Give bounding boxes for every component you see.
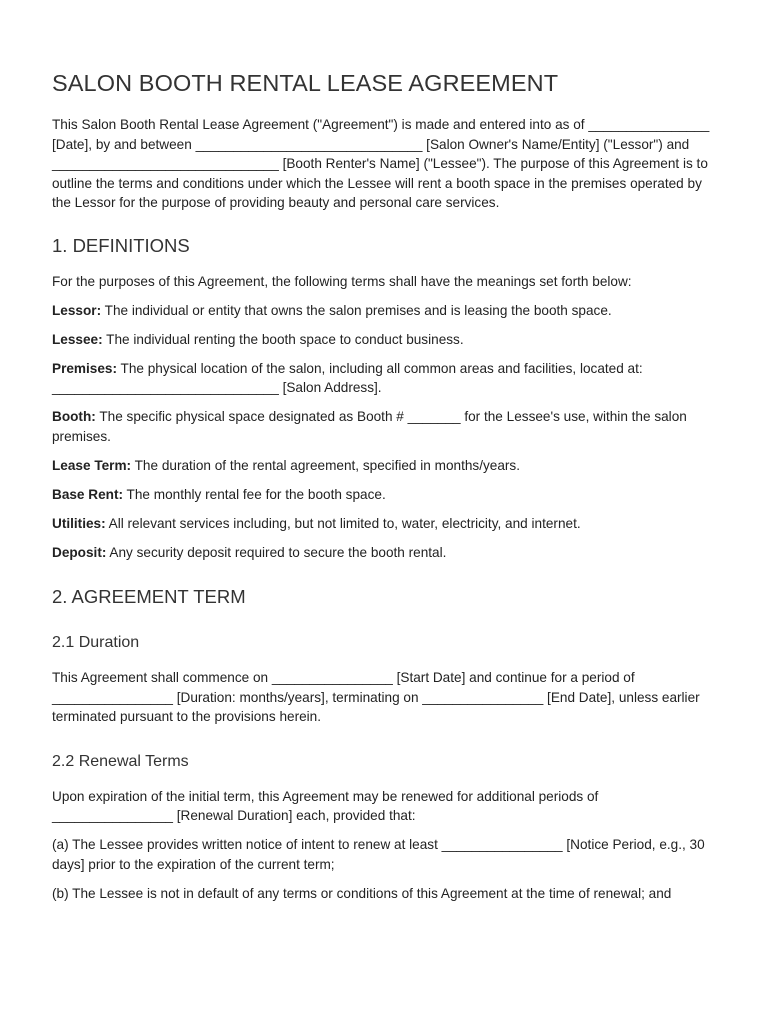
definition-lease-term <box>52 456 718 476</box>
definitions-lead: For the purposes of this Agreement, the following terms shall have the meanings set forth below: <box>52 273 632 289</box>
definition-text: Any security deposit required to secure the booth rental. <box>106 544 447 560</box>
definition-term: Deposit: <box>52 544 107 560</box>
definition-utilities <box>52 514 718 534</box>
definition-premises <box>52 359 718 398</box>
definition-lessor <box>52 301 718 321</box>
definition-text: The individual or entity that owns the salon premises and is leasing the booth space. <box>101 302 612 318</box>
renewal-item-b: (b) The Lessee is not in default of any terms or conditions of this Agreement at the time of renewal; and <box>52 885 672 901</box>
definition-text: The specific physical space designated as Booth # _______ for the Lessee's use, within the salon premises. <box>52 409 687 444</box>
subsection-heading-duration: 2.1 Duration <box>52 634 140 651</box>
definition-term: Booth: <box>52 409 96 424</box>
section-heading-agreement-term: 2. AGREEMENT TERM <box>52 586 246 607</box>
definition-term: Lessor: <box>52 302 102 318</box>
intro-paragraph: This Salon Booth Rental Lease Agreement ("Agreement") is made and entered into as of ________________ [Date], by and between ______________________________ [Salon Owner's Name/Entity] ("Lessor") and ______________________________ [Booth Renter's Name] ("Lessee"). The purpose of this Agreement is to outline the terms and conditions under which the Lessee will rent a booth space in the premises operated by the Lessor for the purpose of providing beauty and personal care services. <box>52 117 710 210</box>
subsection-heading-renewal: 2.2 Renewal Terms <box>52 752 189 770</box>
renewal-paragraph: Upon expiration of the initial term, this Agreement may be renewed for additional periods of ________________ [Renewal Duration] each, provided that: <box>52 788 599 823</box>
duration-paragraph: This Agreement shall commence on ________________ [Start Date] and continue for a period of ________________ [Duration: months/years], terminating on ________________ [End Date], unless earlier terminated pursuant to the provisions herein. <box>52 670 700 724</box>
definition-text: All relevant services including, but not limited to, water, electricity, and internet. <box>105 515 581 531</box>
definition-lessee <box>52 330 718 350</box>
definition-text: The monthly rental fee for the booth space. <box>123 486 386 502</box>
definition-text: The physical location of the salon, including all common areas and facilities, located at: ______________________________ [Salon Address]. <box>52 360 643 395</box>
definition-term: Premises: <box>52 360 117 376</box>
definition-text: The individual renting the booth space to conduct business. <box>102 331 464 347</box>
definition-term: Lessee: <box>52 331 103 347</box>
definition-text: The duration of the rental agreement, specified in months/years. <box>131 457 520 473</box>
definition-term: Utilities: <box>52 515 106 531</box>
definition-deposit <box>52 543 718 563</box>
document-title: SALON BOOTH RENTAL LEASE AGREEMENT <box>52 70 559 96</box>
renewal-item-a: (a) The Lessee provides written notice of intent to renew at least ________________ [Notice Period, e.g., 30 days] prior to the expiration of the current term; <box>52 837 705 872</box>
definition-term: Base Rent: <box>52 486 124 502</box>
definition-term: Lease Term: <box>52 457 132 473</box>
definition-booth <box>52 407 718 446</box>
section-heading-definitions: 1. DEFINITIONS <box>52 234 190 256</box>
definition-base-rent <box>52 485 718 505</box>
